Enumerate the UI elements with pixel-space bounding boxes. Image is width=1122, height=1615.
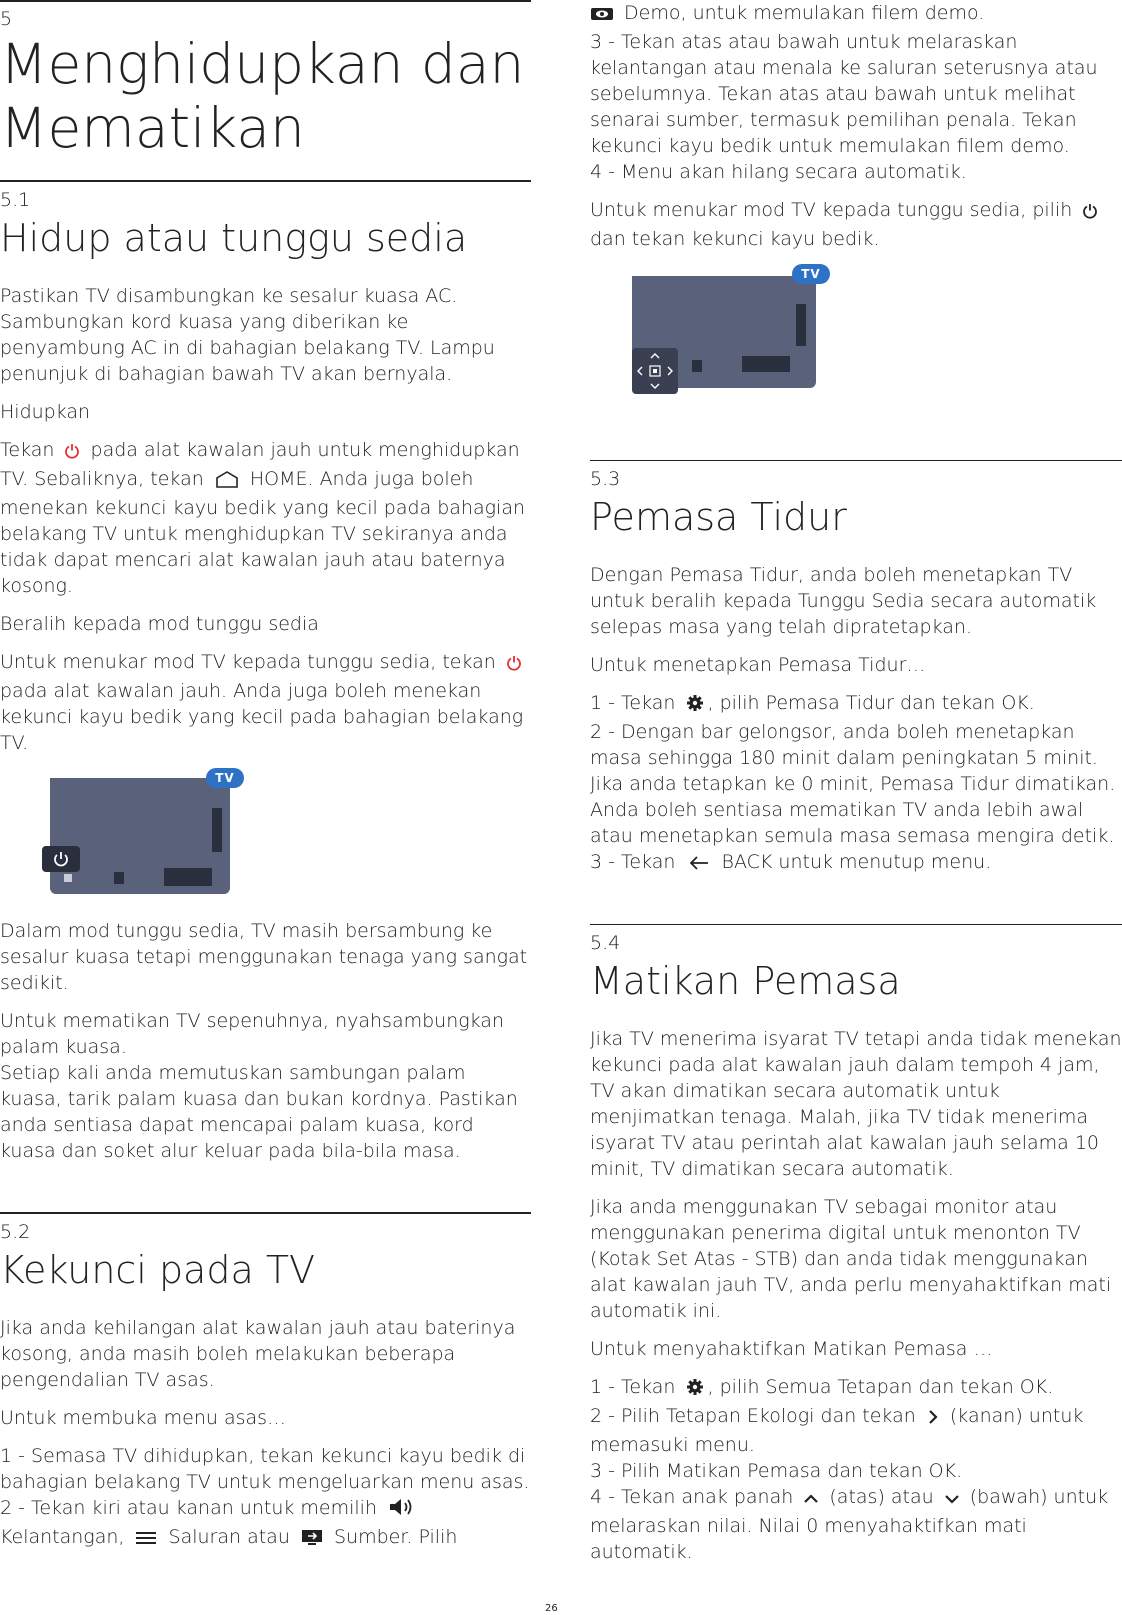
step: 2 - Dengan bar gelongsor, anda boleh menetapkan masa sehingga 180 minit dalam peningkatan 5 minit. Jika anda tetapkan ke 0 minit, Pemasa Tidur dimatikan. Anda boleh sentiasa mematikan TV anda lebih awal atau menetapkan semula masa semasa mengira detik. [590,721,1116,847]
source-icon [300,1527,324,1553]
home-icon [214,469,240,495]
left-column [0,0,531,1553]
gear-icon [686,1377,704,1403]
step: 2 - Tekan kiri atau kanan untuk memilih Kelantangan, Saluran atau Sumber. Pilih [0,1495,531,1553]
divider [0,180,531,182]
power-icon [1082,200,1098,226]
paragraph: Dalam mod tunggu sedia, TV masih bersambung ke sesalur kuasa tetapi menggunakan tenaga yang sangat sedikit. [0,920,528,994]
paragraph: Untuk membuka menu asas… [0,1407,287,1429]
section-title: Matikan Pemasa [590,959,901,1003]
steps-list [590,0,1122,185]
paragraph: Jika anda kehilangan alat kawalan jauh atau baterinya kosong, anda masih boleh melakukan beberapa pengendalian TV asas. [0,1317,516,1391]
step: 1 - Tekan , pilih Semua Tetapan dan tekan OK. [590,1374,1122,1403]
tv-badge: TV [792,264,830,284]
subheading: Beralih kepada mod tunggu sedia [0,613,319,635]
channel-list-icon [134,1527,158,1553]
steps-list [590,690,1122,878]
paragraph: Untuk menukar mod TV kepada tunggu sedia, tekan pada alat kawalan jauh. Anda juga boleh menekan kekunci kayu bedik yang kecil pada bahagian belakang TV. [0,651,524,754]
tv-port [212,808,222,852]
demo-icon [590,3,614,29]
paragraph: Untuk menetapkan Pemasa Tidur… [590,654,926,676]
tv-port [796,304,806,346]
step: 1 - Semasa TV dihidupkan, tekan kekunci kayu bedik di bahagian belakang TV untuk mengeluarkan menu asas. [0,1445,530,1493]
tv-port [742,356,790,372]
section-title: Pemasa Tidur [590,495,847,539]
paragraph: Pastikan TV disambungkan ke sesalur kuasa AC. Sambungkan kord kuasa yang diberikan ke penyambung AC in di bahagian belakang TV. Lampu penunjuk di bahagian bawah TV akan bernyala. [0,285,495,385]
chevron-down-icon [944,1487,960,1513]
step: Demo, untuk memulakan filem demo. [590,0,1122,29]
step: 4 - Menu akan hilang secara automatik. [590,161,967,183]
step: 2 - Pilih Tetapan Ekologi dan tekan (kanan) untuk memasuki menu. [590,1405,1084,1456]
tv-port [164,868,212,886]
chapter-number: 5 [0,8,13,30]
steps-list [590,1374,1122,1565]
paragraph: Tekan pada alat kawalan jauh untuk menghidupkan TV. Sebaliknya, tekan HOME. Anda juga boleh menekan kekunci kayu bedik yang kecil pada bahagian belakang TV untuk menghidupkan TV sekiranya anda tidak dapat mencari alat kawalan jauh atau baternya kosong. [0,439,526,597]
step: 1 - Tekan , pilih Pemasa Tidur dan tekan OK. [590,690,1122,719]
paragraph: Untuk menukar mod TV kepada tunggu sedia, pilih dan tekan kekunci kayu bedik. [590,197,1122,252]
section-number: 5.3 [590,468,621,490]
chevron-up-icon [803,1487,819,1513]
right-column [590,0,1122,1565]
volume-icon [387,1497,417,1524]
joystick-menu [632,348,678,394]
section-title: Hidup atau tunggu sedia [0,216,468,260]
paragraph: Untuk menyahaktifkan Matikan Pemasa … [590,1338,993,1360]
section-title: Kekunci pada TV [0,1248,316,1292]
section-number: 5.4 [590,932,621,954]
paragraph: Jika TV menerima isyarat TV tetapi anda tidak menekan kekunci pada alat kawalan jauh dalam tempoh 4 jam, TV akan dimatikan secara automatik untuk menjimatkan tenaga. Malah, jika TV tidak menerima isyarat TV atau perintah alat kawalan jauh selama 10 minit, TV dimatikan secara automatik. [590,1028,1122,1180]
step: 3 - Pilih Matikan Pemasa dan tekan OK. [590,1460,963,1482]
step: 3 - Tekan BACK untuk menutup menu. [590,849,1122,878]
power-popup [42,846,80,872]
power-icon [42,846,80,872]
step: 4 - Tekan anak panah (atas) atau (bawah) untuk melaraskan nilai. Nilai 0 menyahaktifkan mati automatik. [590,1486,1109,1563]
joystick-key [64,874,72,882]
chevron-right-icon [926,1406,940,1432]
step: 3 - Tekan atas atau bawah untuk melaraskan kelantangan atau menala ke saluran seterusnya atau sebelumnya. Tekan atas atau bawah untuk melihat senarai sumber, termasuk pemilihan penala. Tekan kekunci kayu bedik untuk memulakan filem demo. [590,31,1098,157]
divider [0,0,531,2]
tv-back-illustration [40,768,260,898]
tv-port [692,360,702,372]
back-arrow-icon [686,852,712,878]
paragraph: Untuk mematikan TV sepenuhnya, nyahsambungkan palam kuasa. [0,1010,504,1058]
tv-badge: TV [206,768,244,788]
gear-icon [686,693,704,719]
paragraph: Dengan Pemasa Tidur, anda boleh menetapkan TV untuk beralih kepada Tunggu Sedia secara automatik selepas masa yang telah dipratetapkan. [590,564,1097,638]
divider [590,460,1122,461]
subheading: Hidupkan [0,401,91,423]
paragraph: Jika anda menggunakan TV sebagai monitor atau menggunakan penerima digital untuk menonton TV (Kotak Set Atas - STB) dan anda tidak menggunakan alat kawalan jauh TV, anda perlu menyahaktifkan mati automatik ini. [590,1196,1112,1322]
steps-list [0,1443,531,1553]
joystick-arrows-icon [632,348,678,394]
tv-back-illustration [620,264,840,394]
tv-port [114,872,124,884]
paragraph: Setiap kali anda memutuskan sambungan palam kuasa, tarik palam kuasa dan bukan kordnya. Pastikan anda sentiasa dapat mencapai palam kuasa, kord kuasa dan soket alur keluar pada bila-bila masa. [0,1062,518,1162]
power-icon [506,652,522,678]
divider [0,1212,531,1214]
section-number: 5.1 [0,189,31,211]
section-number: 5.2 [0,1221,31,1243]
page-number: 26 [545,1603,558,1614]
power-icon [64,440,80,466]
chapter-title: Menghidupkan dan Mematikan [0,32,525,160]
divider [590,924,1122,925]
